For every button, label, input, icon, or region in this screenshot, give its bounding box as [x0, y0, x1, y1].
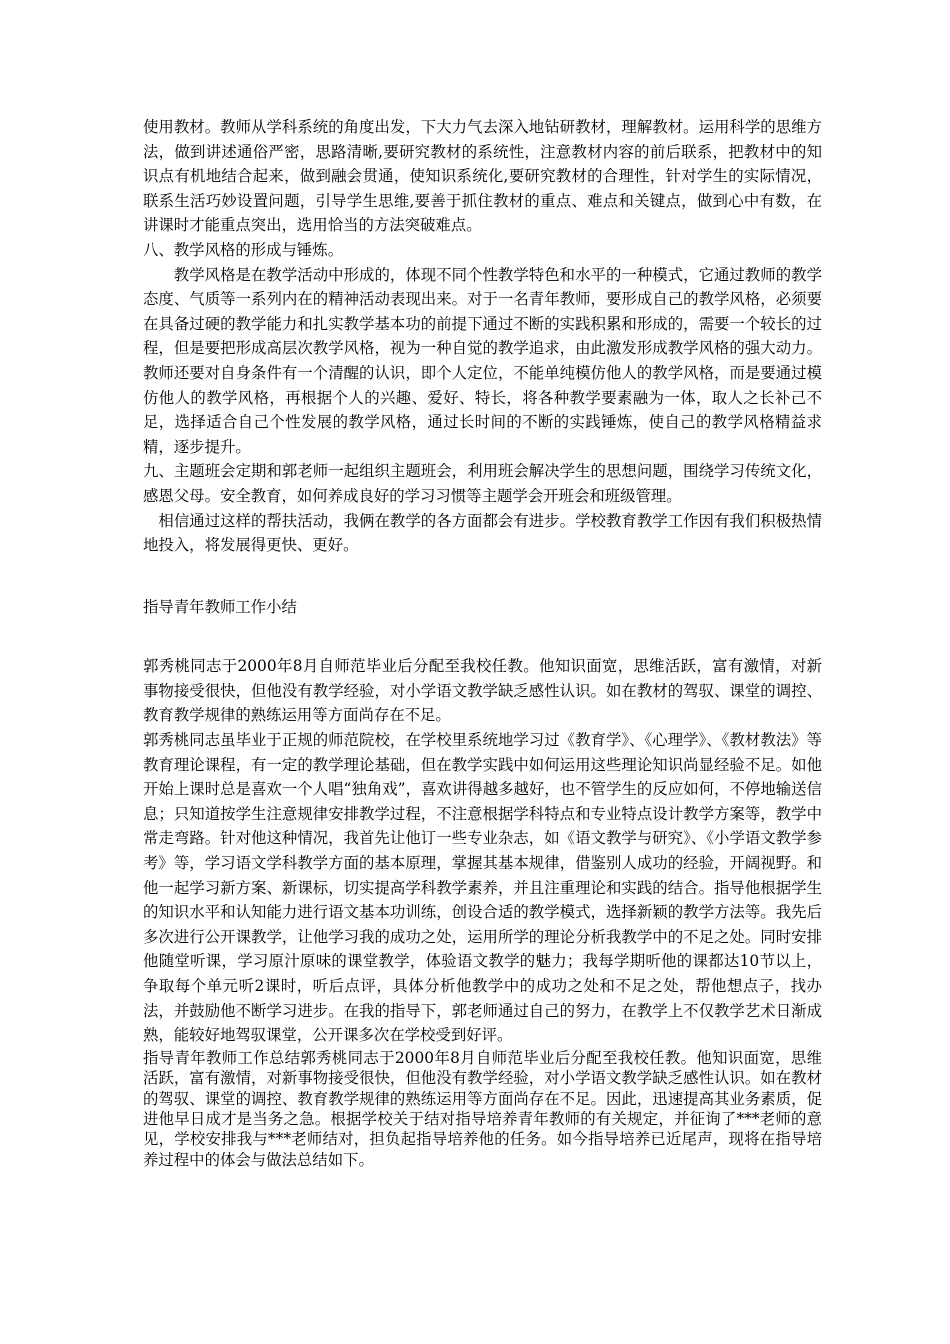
paragraph-introduction: 郭秀桃同志于2000年8月自师范毕业后分配至我校任教。他知识面宽，思维活跃，富有激情，对新事物接受很快，但他没有教学经验，对小学语文教学缺乏感性认识。如在教材的驾驭、课堂的调控、教育教学规律的熟练运用等方面尚存在不足。	[143, 657, 822, 725]
paragraph-class-meeting: 九、主题班会定期和郭老师一起组织主题班会，利用班会解决学生的思想问题，围绕学习传统文化，感恩父母。安全教育，如何养成良好的学习习惯等主题学会开班会和班级管理。	[143, 462, 822, 505]
section-heading-teaching-style: 八、教学风格的形成与锤炼。	[143, 240, 344, 259]
paragraph-summary: 指导青年教师工作总结郭秀桃同志于2000年8月自师范毕业后分配至我校任教。他知识面宽，思维活跃，富有激情，对新事物接受很快，但他没有教学经验，对小学语文教学缺乏感性认识。如在教材的驾驭、课堂的调控、教育教学规律的熟练运用等方面尚存在不足。因此，迅速提高其业务素质，促进他早日成才是当务之急。根据学校关于结对指导培养青年教师的有关规定，并征询了***老师的意见，学校安排我与***老师结对，担负起指导培养他的任务。如今指导培养已近尾声，现将在指导培养过程中的体会与做法总结如下。	[143, 1048, 822, 1169]
paragraph-guidance-details: 郭秀桃同志虽毕业于正规的师范院校，在学校里系统地学习过《教育学》、《心理学》、《教材教法》等教育理论课程，有一定的教学理论基础，但在教学实践中如何运用这些理论知识尚显经验不足。如他开始上课时总是喜欢一个人唱“独角戏”，喜欢讲得越多越好，也不管学生的反应如何，不停地输送信息；只知道按学生注意规律安排教学过程，不注意根据学科特点和专业特点设计教学方案等，教学中常走弯路。针对他这种情况，我首先让他订一些专业杂志，如《语文教学与研究》、《小学语文教学参考》等，学习语文学科教学方面的基本原理，掌握其基本规律，借鉴别人成功的经验，开阔视野。和他一起学习新方案、新课标，切实提高学科教学素养，并且注重理论和实践的结合。指导他根据学生的知识水平和认知能力进行语文基本功训练，创设合适的教学模式，选择新颖的教学方法等。我先后多次进行公开课教学，让他学习我的成功之处，运用所学的理论分析我教学中的不足之处。同时安排他随堂听课，学习原汁原味的课堂教学，体验语文教学的魅力；我每学期听他的课都达10节以上，争取每个单元听2课时，听后点评，具体分析他教学中的成功之处和不足之处，帮他想点子，找办法，并鼓励他不断学习进步。在我的指导下，郭老师通过自己的努力，在教学上不仅教学艺术日渐成熟，能较好地驾驭课堂，公开课多次在学校受到好评。	[143, 731, 822, 1045]
document-title: 指导青年教师工作小结	[143, 597, 297, 616]
paragraph-conclusion: 相信通过这样的帮扶活动，我俩在教学的各方面都会有进步。学校教育教学工作因有我们积极热情地投入，将发展得更快、更好。	[143, 511, 822, 555]
paragraph-teaching-style: 教学风格是在教学活动中形成的，体现不同个性教学特色和水平的一种模式，它通过教师的教学态度、气质等一系列内在的精神活动表现出来。对于一名青年教师，要形成自己的教学风格，必须要在具备过硬的教学能力和扎实教学基本功的前提下通过不断的实践积累和形成的，需要一个较长的过程，但是要把形成高层次教学风格，视为一种自觉的教学追求，由此激发形成教学风格的强大动力。教师还要对自身条件有一个清醒的认识，即个人定位，不能单纯模仿他人的教学风格，而是要通过模仿他人的教学风格，再根据个人的兴趣、爱好、特长，将各种教学要素融为一体，取人之长补己不足，选择适合自己个性发展的教学风格，通过长时间的不断的实践锤炼，使自己的教学风格精益求精，逐步提升。	[143, 265, 822, 456]
spacer	[143, 558, 822, 595]
spacer	[143, 619, 822, 654]
paragraph-textbook-usage: 使用教材。教师从学科系统的角度出发，下大力气去深入地钻研教材，理解教材。运用科学的思维方法，做到讲述通俗严密，思路清晰,要研究教材的系统性，注意教材内容的前后联系，把教材中的知识点有机地结合起来，做到融会贯通，使知识系统化,要研究教材的合理性，针对学生的实际情况，联系生活巧妙设置问题，引导学生思维,要善于抓住教材的重点、难点和关键点，做到心中有数，在讲课时才能重点突出，选用恰当的方法突破难点。	[143, 118, 822, 235]
